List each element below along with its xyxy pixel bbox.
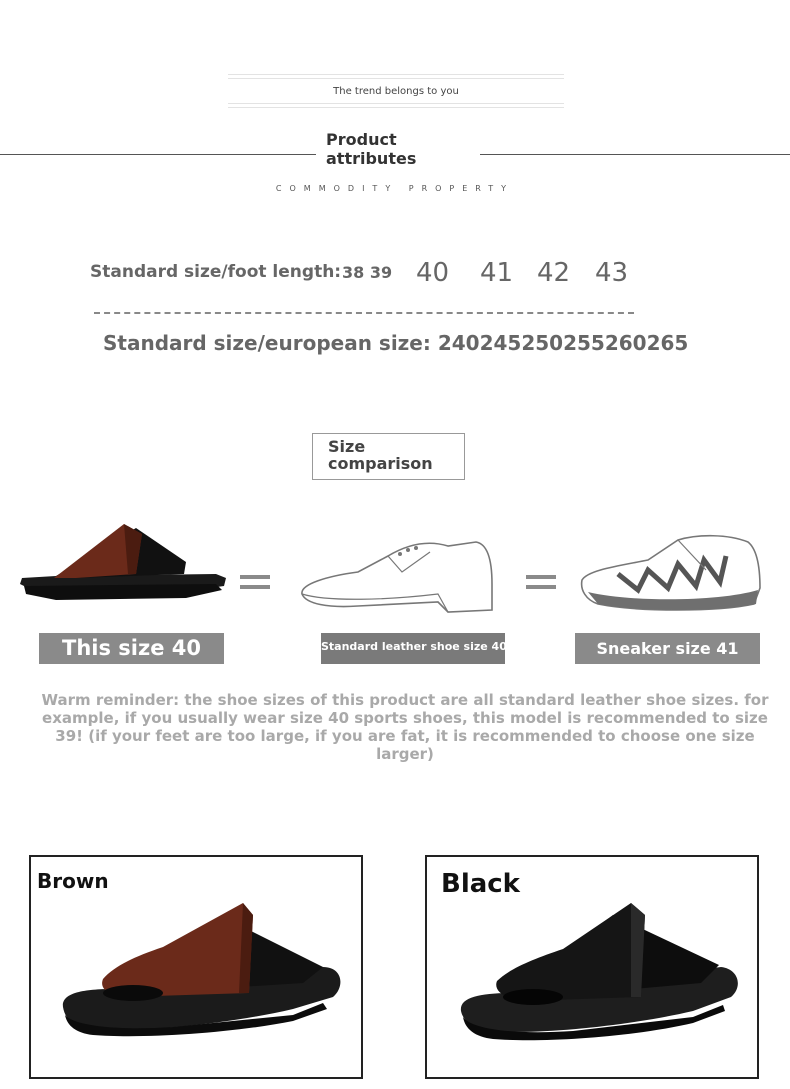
leather-size-caption: Standard leather shoe size 40 [321,633,505,664]
equals-icon [240,567,270,597]
header-rule-right [480,154,790,155]
header-rule-left [0,154,316,155]
color-label: Brown [37,869,109,893]
size-value: 42 [537,258,571,288]
size-comparison-heading [312,433,465,480]
size-comparison-title: Size comparison [328,437,433,473]
color-option-brown[interactable] [29,855,363,1079]
section-title: Product attributes [326,130,417,168]
trend-top-rule-2 [228,78,564,79]
leather-shoe-image [298,532,498,616]
trend-bottom-rule [228,103,564,104]
sneaker-image [578,530,764,616]
trend-top-rule [228,74,564,75]
trend-bottom-rule-2 [228,107,564,108]
color-label: Black [441,869,520,899]
slide-sandal-image [16,520,230,604]
size-value: 40 [416,258,450,288]
color-option-black[interactable] [425,855,759,1079]
size-value: 43 [595,258,629,288]
section-subtitle: COMMODITY PROPERTY [275,184,515,193]
table-divider [94,312,634,314]
warm-reminder: Warm reminder: the shoe sizes of this product are all standard leather shoe sizes. for example, if you usually wear size 40 sports shoes, this model is recommended to size 39! (if your feet are too large, if you are fat, it is recommended to choose one size larger) [41,691,769,763]
european-size-row: Standard size/european size: 240245250255260265 [103,331,689,355]
foot-length-small-values: 38 39 [342,263,393,282]
equals-icon [526,567,556,597]
foot-length-label: Standard size/foot length: [90,262,342,282]
this-size-caption: This size 40 [39,633,224,664]
sneaker-size-caption: Sneaker size 41 [575,633,760,664]
trend-slogan: The trend belongs to you [333,86,459,97]
black-slide-image [453,901,743,1041]
size-value: 41 [480,258,514,288]
brown-slide-image [53,897,353,1037]
